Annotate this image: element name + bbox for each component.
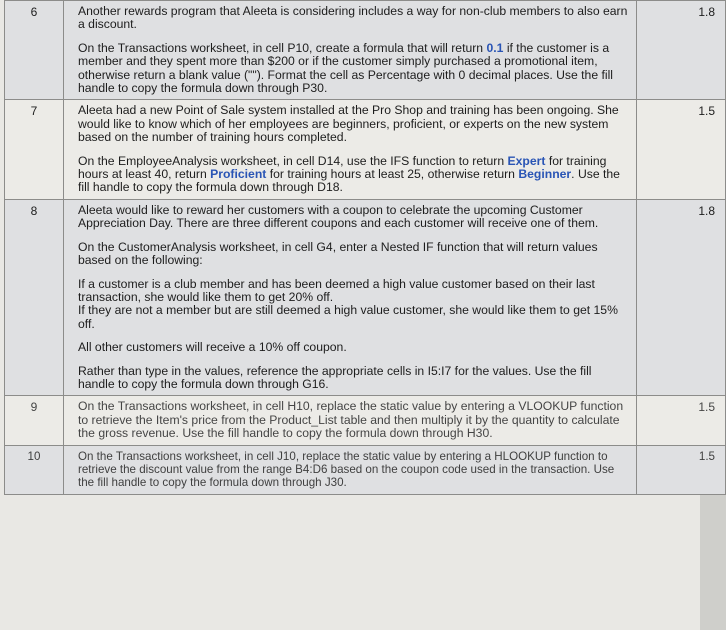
step-points: 1.5: [637, 445, 726, 494]
step-number: 8: [5, 199, 64, 395]
step-points: 1.8: [637, 1, 726, 100]
emphasis-term: 0.1: [486, 40, 504, 55]
step-paragraph: On the Transactions worksheet, in cell H10, replace the static value by entering a VLOOKUP function to retrieve the Item's price from the Product_List table and then multiply it by the quantity to calculate the gross revenue. Use the fill handle to copy the formula down through H30.: [78, 399, 624, 441]
steps-table: [4, 0, 726, 495]
step-description: [64, 445, 637, 494]
step-number: 10: [5, 445, 64, 494]
step-paragraph: On the CustomerAnalysis worksheet, in cell G4, enter a Nested IF function that will return values based on the following:: [78, 239, 598, 268]
keyword-proficient-inline: Proficient: [210, 167, 267, 182]
step-paragraph: Aleeta had a new Point of Sale system installed at the Pro Shop and training has been ongoing. She would like to know which of her employees are beginners, proficient, or experts on the new system based on the number of training hours completed.: [78, 103, 619, 145]
step-paragraph: Rather than type in the values, reference the appropriate cells in I5:I7 for the values. Use the fill handle to copy the formula down through G16.: [78, 363, 592, 391]
step-paragraph-text: On the Transactions worksheet, in cell P10, create a formula that will return 0.1 if the customer is a member and they spent more than $200 or if the customer simply purchased a promotional item, otherwise return a blank value (""). Format the cell as Percentage with 0 decimal places. Use the fill handle to copy the formula down through P30.: [78, 40, 613, 96]
step-paragraph: Another rewards program that Aleeta is considering includes a way for non-club members to also earn a discount.: [78, 4, 628, 32]
step-description: [64, 1, 637, 100]
step-row-8: [5, 199, 726, 395]
term-aleeta: [0, 0, 1, 1]
step-number: 6: [5, 1, 64, 100]
step-paragraph: Aleeta would like to reward her customers with a coupon to celebrate the upcoming Customer Appreciation Day. There are three different coupons and each customer will receive one of them.: [78, 202, 599, 231]
step-paragraph: On the Transactions worksheet, in cell J10, replace the static value by entering a HLOOKUP function to retrieve the discount value from the range B4:D6 based on the coupon code used in the transaction. Use the fill handle to copy the formula down through J30.: [78, 449, 615, 490]
step-row-6: [5, 1, 726, 100]
keyword-expert-inline: Expert: [507, 153, 546, 168]
step-number: 9: [5, 396, 64, 445]
step-description: [64, 396, 637, 445]
step-row-9: [5, 396, 726, 445]
step-points: 1.5: [637, 396, 726, 445]
keyword-beginner-inline: Beginner: [518, 167, 572, 182]
step-row-7: [5, 100, 726, 199]
step-number: 7: [5, 100, 64, 199]
step-points: 1.8: [637, 199, 726, 395]
step-paragraph: If a customer is a club member and has been deemed a high value customer based on their last transaction, she would like them to get 20% off.: [78, 276, 595, 304]
step-description: [64, 199, 637, 395]
step-paragraph: If they are not a member but are still deemed a high value customer, she would like them to get 15% off.: [78, 303, 618, 331]
step-points: 1.5: [637, 100, 726, 199]
step-description: [64, 100, 637, 199]
step-paragraph: On the EmployeeAnalysis worksheet, in cell D14, use the IFS function to return Expert for training hours at least 40, return Proficient for training hours at least 25, otherwise return Beginner. Use the fill handle to copy the formula down through D18.: [78, 153, 620, 195]
step-paragraph: [78, 42, 630, 96]
step-row-10: [5, 445, 726, 494]
step-paragraph: All other customers will receive a 10% off coupon.: [78, 340, 347, 355]
